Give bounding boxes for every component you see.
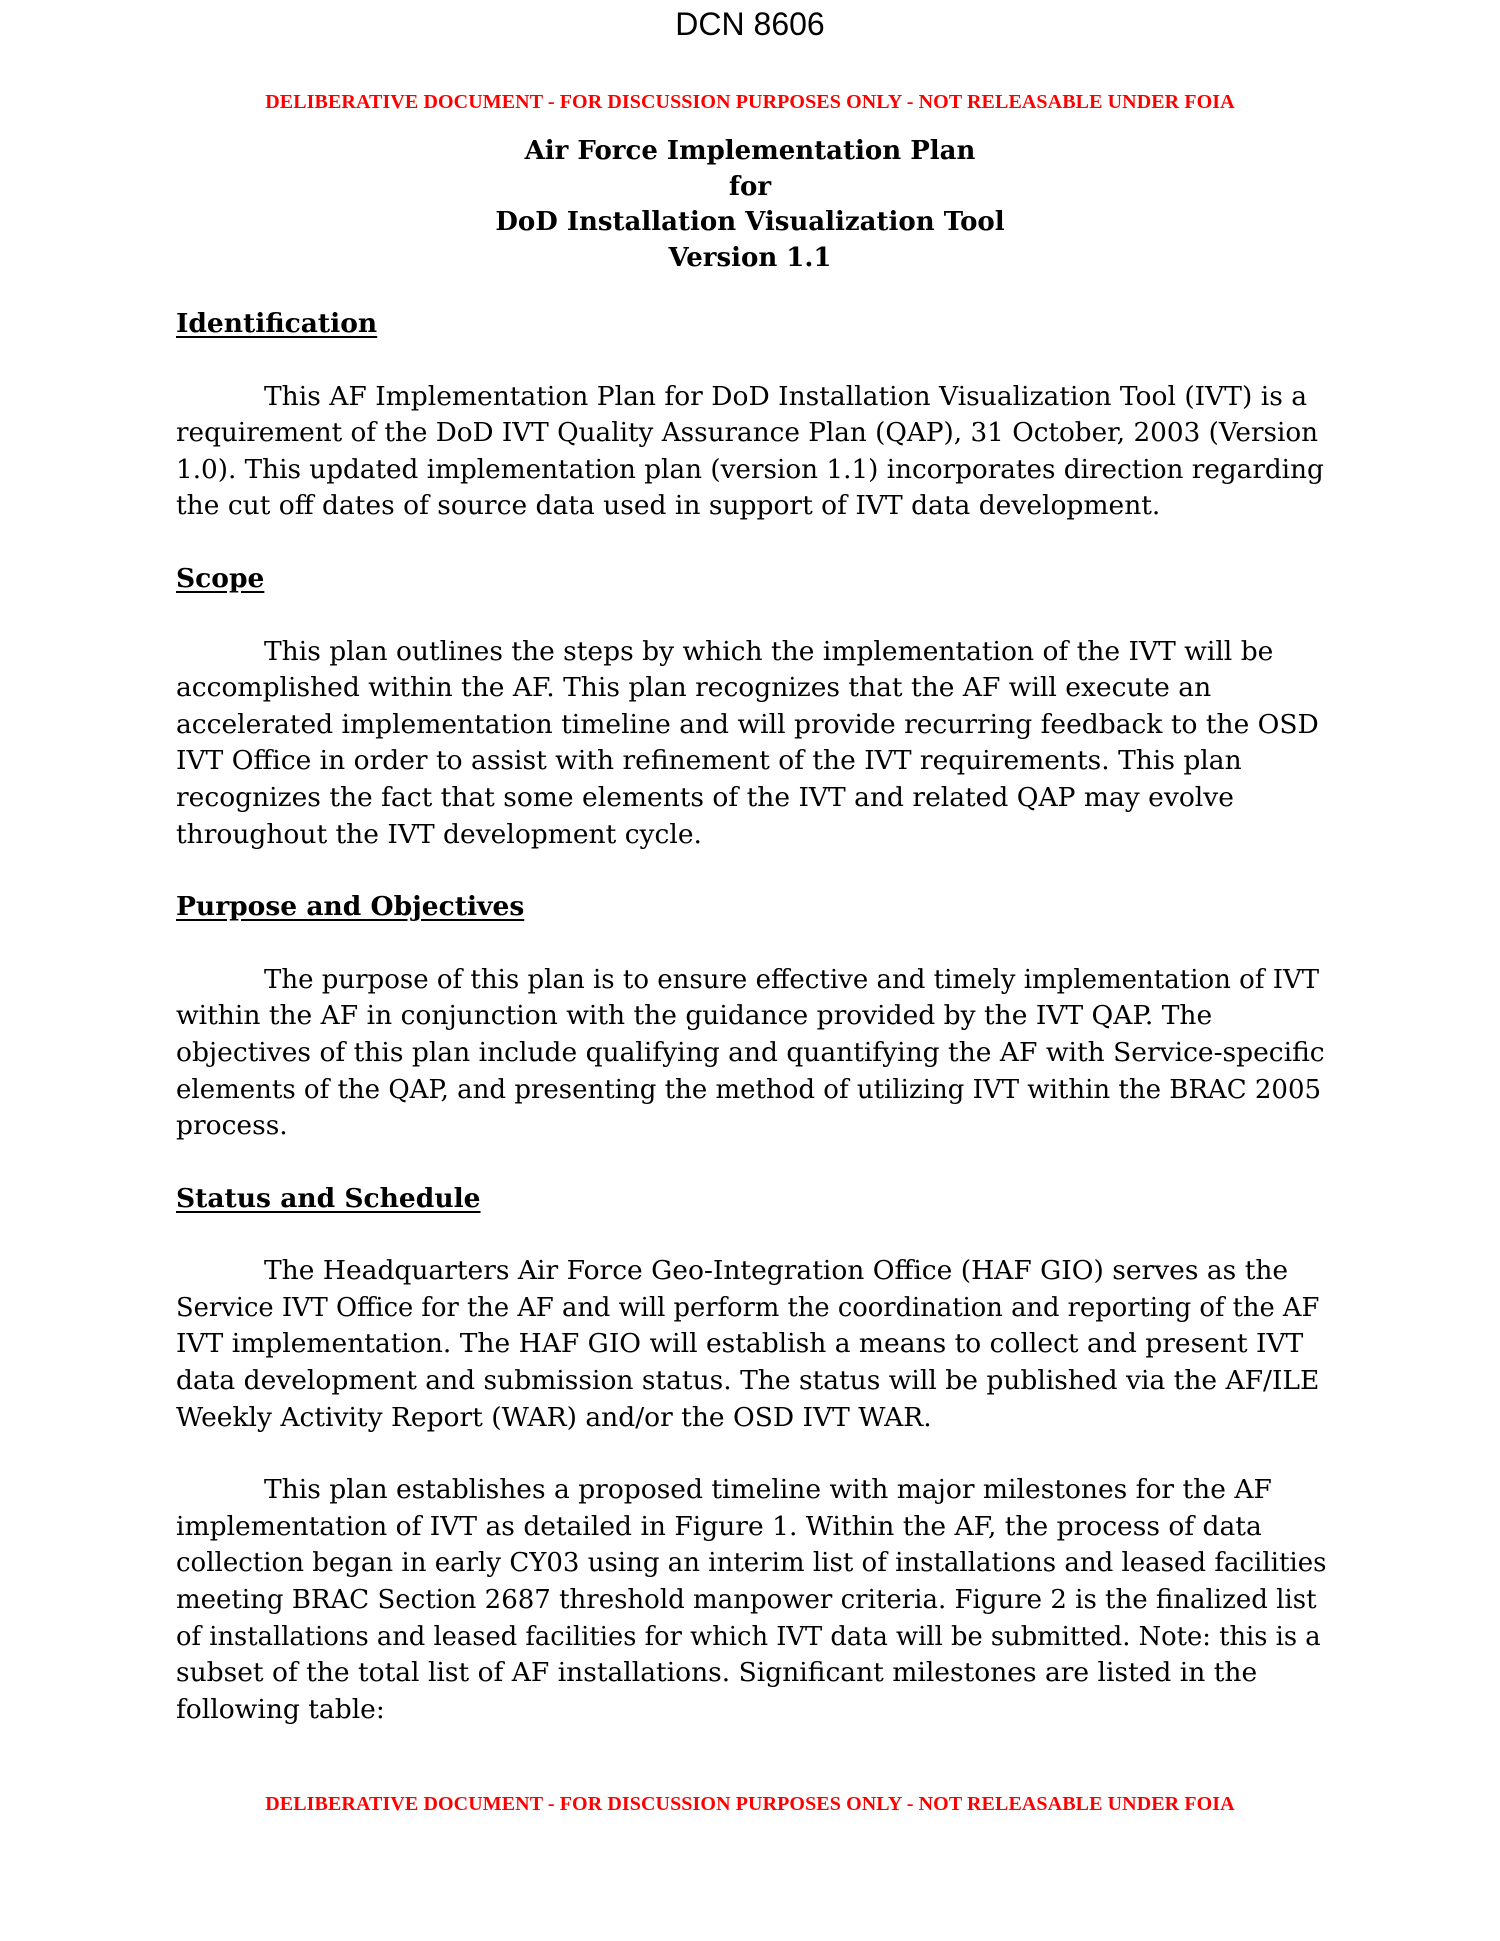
text-line: Service IVT Office for the AF and will perform the coordination and reporting of the AF [176, 1292, 1320, 1323]
paragraph-status-2 [176, 1472, 1326, 1728]
document-control-number: DCN 8606 [675, 6, 825, 42]
text-line: collection began in early CY03 using an interim list of installations and leased facilities [176, 1548, 1327, 1579]
text-line: data development and submission status. The status will be published via the AF/ILE [176, 1365, 1320, 1397]
text-line: The purpose of this plan is to ensure effective and timely implementation of IVT [264, 964, 1320, 995]
text-line: IVT implementation. The HAF GIO will establish a means to collect and present IVT [176, 1328, 1304, 1360]
text-line: This plan outlines the steps by which the implementation of the IVT will be [264, 635, 1274, 667]
text-line: objectives of this plan include qualifying and quantifying the AF with Service-specific [176, 1036, 1325, 1068]
text-line: following table: [176, 1693, 385, 1725]
paragraph-identification [176, 379, 1326, 525]
title-line-4: Version 1.1 [668, 242, 832, 273]
text-line: the cut off dates of source data used in support of IVT data development. [176, 490, 1161, 522]
text-line: process. [176, 1110, 288, 1142]
text-line: Weekly Activity Report (WAR) and/or the OSD IVT WAR. [176, 1401, 932, 1433]
bottom-classification-banner: DELIBERATIVE DOCUMENT - FOR DISCUSSION PURPOSES ONLY - NOT RELEASABLE UNDER FOIA [265, 1793, 1235, 1815]
paragraph-status-1 [176, 1253, 1326, 1436]
title-line-2: for [728, 171, 772, 202]
document-body [176, 306, 1326, 1764]
text-line: 1.0). This updated implementation plan (version 1.1) incorporates direction regarding [176, 454, 1324, 485]
text-line: accomplished within the AF. This plan recognizes that the AF will execute an [176, 672, 1212, 704]
text-line: elements of the QAP, and presenting the method of utilizing IVT within the BRAC 2005 [176, 1074, 1322, 1105]
text-line: accelerated implementation timeline and will provide recurring feedback to the OSD [176, 708, 1319, 740]
text-line: IVT Office in order to assist with refinement of the IVT requirements. This plan [176, 745, 1242, 777]
text-line: requirement of the DoD IVT Quality Assurance Plan (QAP), 31 October, 2003 (Version [176, 418, 1319, 449]
text-line: implementation of IVT as detailed in Figure 1. Within the AF, the process of data [176, 1510, 1262, 1542]
text-line: within the AF in conjunction with the guidance provided by the IVT QAP. The [176, 1000, 1213, 1032]
text-line: of installations and leased facilities for which IVT data will be submitted. Note: this is a [176, 1621, 1321, 1652]
paragraph-purpose [176, 962, 1326, 1145]
heading-scope: Scope [176, 562, 265, 594]
text-line: subset of the total list of AF installations. Significant milestones are listed in the [176, 1657, 1258, 1689]
heading-purpose-and-objectives: Purpose and Objectives [176, 891, 525, 923]
title-line-1: Air Force Implementation Plan [524, 136, 976, 166]
text-line: meeting BRAC Section 2687 threshold manpower criteria. Figure 2 is the finalized list [176, 1585, 1317, 1616]
heading-identification: Identification [176, 308, 378, 339]
text-line: throughout the IVT development cycle. [176, 818, 702, 850]
paragraph-scope [176, 634, 1326, 854]
text-line: This AF Implementation Plan for DoD Installation Visualization Tool (IVT) is a [264, 380, 1308, 412]
text-line: The Headquarters Air Force Geo-Integration Office (HAF GIO) serves as the [264, 1255, 1289, 1287]
heading-status-and-schedule: Status and Schedule [176, 1182, 481, 1214]
document-title [0, 134, 1500, 276]
title-line-3: DoD Installation Visualization Tool [495, 207, 1005, 237]
text-line: recognizes the fact that some elements of the IVT and related QAP may evolve [176, 781, 1234, 813]
top-classification-banner: DELIBERATIVE DOCUMENT - FOR DISCUSSION PURPOSES ONLY - NOT RELEASABLE UNDER FOIA [265, 91, 1235, 113]
text-line: This plan establishes a proposed timeline with major milestones for the AF [264, 1474, 1272, 1506]
